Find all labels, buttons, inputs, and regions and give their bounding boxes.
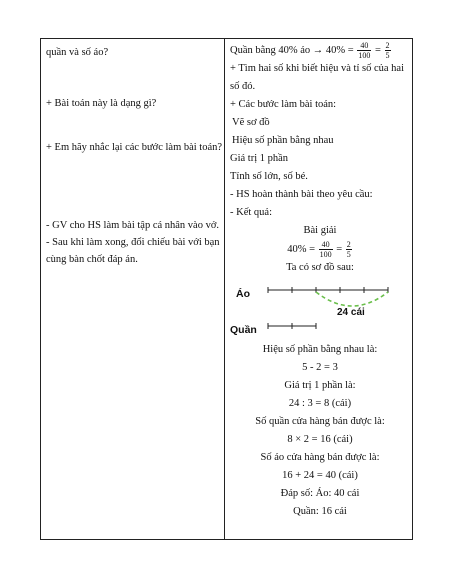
shirts-calc: 16 + 24 = 40 (cái) bbox=[282, 470, 358, 481]
segment-diagram-svg bbox=[230, 279, 410, 337]
step-draw-diagram: Vẽ sơ đồ bbox=[232, 117, 270, 128]
segment-diagram bbox=[230, 279, 410, 337]
fraction-40-100: $\frac{40}{100}$ bbox=[358, 41, 371, 60]
step-compute-numbers: Tính số lớn, số bé. bbox=[230, 171, 308, 182]
steps-heading: + Các bước làm bài toán: bbox=[230, 99, 337, 110]
fraction-2-5: $\frac{2}{5}$ bbox=[385, 41, 390, 60]
difference-parts-title: Hiệu số phần bằng nhau là: bbox=[262, 344, 378, 355]
teacher-column bbox=[46, 44, 223, 268]
question-type: + Bài toán này là dạng gì? bbox=[46, 98, 157, 109]
one-part-calc: 24 : 3 = 8 (cái) bbox=[288, 398, 352, 409]
ratio-equation: 40% = $\frac{40}{100}$ = $\frac{2}{5}$ bbox=[287, 240, 351, 259]
solution-title: Bài giải bbox=[303, 225, 337, 236]
difference-parts-calc: 5 - 2 = 3 bbox=[302, 362, 338, 373]
left-line-1: quần và số áo? bbox=[46, 47, 109, 58]
quan-label: Quần bbox=[230, 324, 257, 336]
problem-type-answer: + Tìm hai số khi biết hiệu và tỉ số của hai số đó. bbox=[230, 63, 404, 92]
one-part-title: Giá trị 1 phần là: bbox=[284, 380, 356, 391]
pants-title: Số quần cửa hàng bán được là: bbox=[255, 416, 385, 427]
column-divider bbox=[224, 39, 225, 539]
step-difference-parts: Hiệu số phần bằng nhau bbox=[232, 135, 334, 146]
question-steps: + Em hãy nhắc lại các bước làm bài toán? bbox=[46, 142, 223, 153]
ao-label: Áo bbox=[236, 288, 250, 300]
difference-label: 24 cái bbox=[337, 307, 365, 318]
result-heading: - Kết quả: bbox=[230, 207, 272, 218]
diagram-intro: Ta có sơ đồ sau: bbox=[286, 262, 354, 273]
student-column bbox=[230, 41, 410, 521]
answer-pants: Quần: 16 cái bbox=[293, 506, 347, 517]
lesson-table bbox=[40, 38, 413, 540]
shirts-title: Số áo cửa hàng bán được là: bbox=[260, 452, 380, 463]
answer-shirts: Đáp số: Áo: 40 cái bbox=[280, 488, 360, 499]
pants-calc: 8 × 2 = 16 (cái) bbox=[287, 434, 353, 445]
teacher-instruction: - GV cho HS làm bài tập cá nhân vào vở. bbox=[46, 220, 220, 231]
step-one-part-value: Giá trị 1 phần bbox=[230, 153, 289, 164]
student-task: - HS hoàn thành bài theo yêu cầu: bbox=[230, 189, 373, 200]
peer-check-instruction: - Sau khi làm xong, đổi chiếu bài với bạn cùng bàn chốt đáp án. bbox=[46, 237, 220, 265]
ratio-line: Quần bằng 40% áo → 40% = $\frac{40}{100}$ = $\frac{2}{5}$ bbox=[230, 41, 390, 60]
